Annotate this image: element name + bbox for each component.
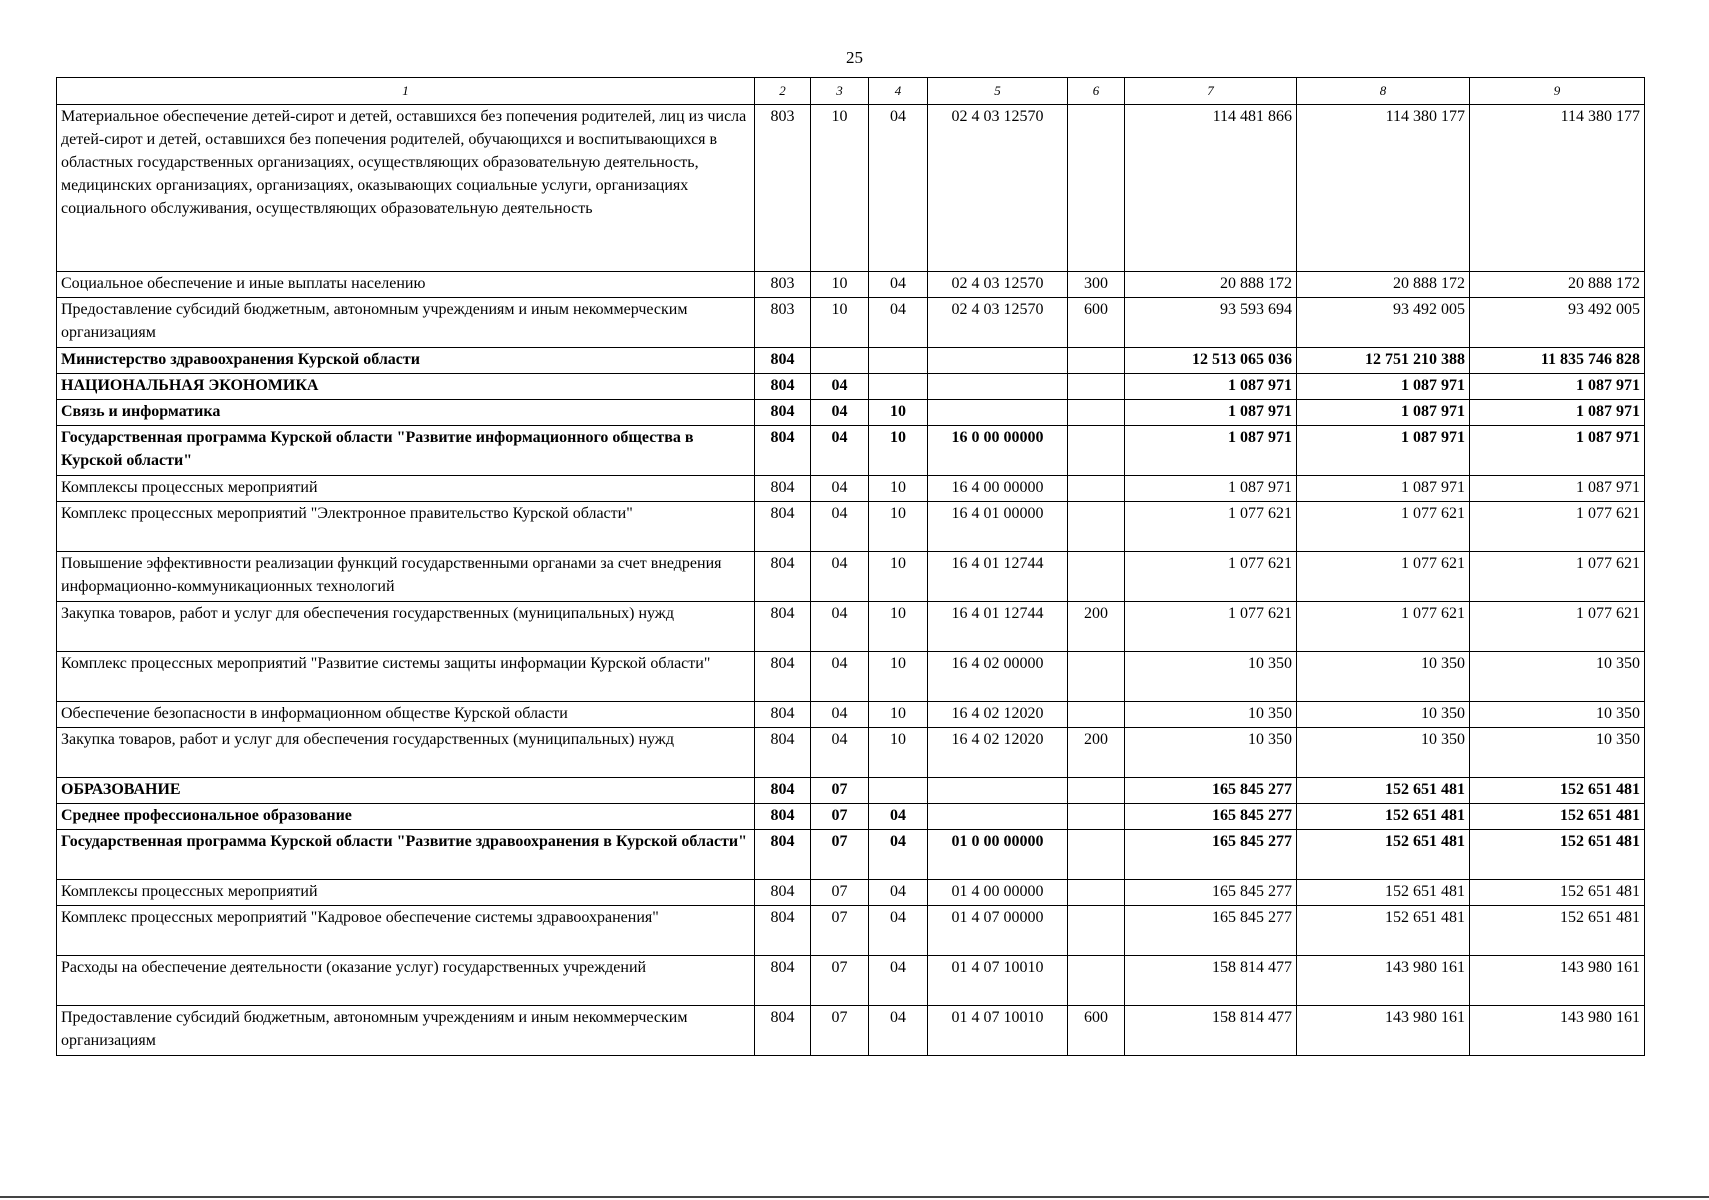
table-row [57, 778, 1645, 804]
row-name: Комплекс процессных мероприятий "Развитие системы защиты информации Курской области" [57, 652, 755, 702]
amount-col-7: 158 814 477 [1125, 1006, 1297, 1056]
section-code: 04 [811, 400, 869, 426]
table-row [57, 956, 1645, 1006]
section-code: 07 [811, 1006, 869, 1056]
expense-type-code: 200 [1068, 602, 1125, 652]
subsection-code: 10 [869, 426, 928, 476]
amount-col-9: 152 651 481 [1470, 804, 1645, 830]
budget-table [56, 77, 1645, 1056]
page-number: 25 [846, 48, 863, 67]
amount-col-7: 10 350 [1125, 652, 1297, 702]
expense-type-code [1068, 502, 1125, 552]
table-row [57, 426, 1645, 476]
expense-type-code [1068, 906, 1125, 956]
row-name: Министерство здравоохранения Курской области [57, 348, 755, 374]
section-code: 04 [811, 728, 869, 778]
section-code: 04 [811, 702, 869, 728]
subsection-code: 10 [869, 476, 928, 502]
expense-type-code [1068, 880, 1125, 906]
target-article-code [928, 348, 1068, 374]
table-row [57, 652, 1645, 702]
admin-code: 804 [755, 1006, 811, 1056]
table-row [57, 476, 1645, 502]
amount-col-7: 1 077 621 [1125, 552, 1297, 602]
table-row [57, 830, 1645, 880]
row-name: Комплексы процессных мероприятий [57, 880, 755, 906]
admin-code: 804 [755, 956, 811, 1006]
admin-code: 804 [755, 602, 811, 652]
subsection-code: 10 [869, 502, 928, 552]
table-row [57, 348, 1645, 374]
row-name: Государственная программа Курской области "Развитие информационного общества в Курской области" [57, 426, 755, 476]
amount-col-8: 1 077 621 [1297, 602, 1470, 652]
expense-type-code [1068, 348, 1125, 374]
amount-col-8: 1 087 971 [1297, 400, 1470, 426]
amount-col-8: 1 087 971 [1297, 426, 1470, 476]
amount-col-9: 20 888 172 [1470, 272, 1645, 298]
amount-col-9: 10 350 [1470, 702, 1645, 728]
amount-col-9: 1 087 971 [1470, 400, 1645, 426]
table-row [57, 105, 1645, 272]
subsection-code: 04 [869, 1006, 928, 1056]
amount-col-7: 1 087 971 [1125, 400, 1297, 426]
admin-code: 804 [755, 552, 811, 602]
admin-code: 804 [755, 778, 811, 804]
expense-type-code [1068, 476, 1125, 502]
section-code: 07 [811, 804, 869, 830]
amount-col-8: 152 651 481 [1297, 804, 1470, 830]
amount-col-7: 93 593 694 [1125, 298, 1297, 348]
row-name: Закупка товаров, работ и услуг для обеспечения государственных (муниципальных) нужд [57, 602, 755, 652]
amount-col-7: 10 350 [1125, 728, 1297, 778]
admin-code: 804 [755, 906, 811, 956]
subsection-code [869, 348, 928, 374]
amount-col-7: 1 087 971 [1125, 374, 1297, 400]
amount-col-9: 93 492 005 [1470, 298, 1645, 348]
column-header: 9 [1470, 78, 1645, 105]
target-article-code [928, 778, 1068, 804]
column-header: 8 [1297, 78, 1470, 105]
amount-col-7: 12 513 065 036 [1125, 348, 1297, 374]
target-article-code: 16 4 01 12744 [928, 602, 1068, 652]
subsection-code: 04 [869, 272, 928, 298]
section-code: 04 [811, 502, 869, 552]
expense-type-code [1068, 374, 1125, 400]
admin-code: 803 [755, 272, 811, 298]
admin-code: 803 [755, 105, 811, 272]
row-name: НАЦИОНАЛЬНАЯ ЭКОНОМИКА [57, 374, 755, 400]
target-article-code: 02 4 03 12570 [928, 105, 1068, 272]
row-name: Повышение эффективности реализации функций государственными органами за счет внедрения информационно-коммуникационных технологий [57, 552, 755, 602]
amount-col-7: 165 845 277 [1125, 880, 1297, 906]
amount-col-7: 165 845 277 [1125, 830, 1297, 880]
expense-type-code: 600 [1068, 1006, 1125, 1056]
admin-code: 804 [755, 426, 811, 476]
column-header: 7 [1125, 78, 1297, 105]
amount-col-7: 10 350 [1125, 702, 1297, 728]
expense-type-code [1068, 830, 1125, 880]
amount-col-7: 1 087 971 [1125, 426, 1297, 476]
row-name: Материальное обеспечение детей-сирот и детей, оставшихся без попечения родителей, лиц из числа детей-сирот и детей, оставшихся без попечения родителей, обучающихся и воспитывающихся в областных государственных организациях, осуществляющих образовательную деятельность, медицинских организациях, организациях, оказывающих социальные услуги, организациях социального обслуживания, осуществляющих образовательную деятельность [57, 105, 755, 272]
target-article-code: 01 4 00 00000 [928, 880, 1068, 906]
subsection-code: 04 [869, 105, 928, 272]
row-name: Предоставление субсидий бюджетным, автономным учреждениям и иным некоммерческим организациям [57, 298, 755, 348]
amount-col-8: 10 350 [1297, 702, 1470, 728]
amount-col-9: 1 087 971 [1470, 374, 1645, 400]
section-code: 07 [811, 830, 869, 880]
subsection-code: 10 [869, 400, 928, 426]
table-row [57, 702, 1645, 728]
section-code: 07 [811, 880, 869, 906]
admin-code: 804 [755, 652, 811, 702]
table-row [57, 298, 1645, 348]
amount-col-8: 10 350 [1297, 652, 1470, 702]
amount-col-8: 114 380 177 [1297, 105, 1470, 272]
section-code: 04 [811, 476, 869, 502]
amount-col-9: 152 651 481 [1470, 778, 1645, 804]
amount-col-7: 165 845 277 [1125, 804, 1297, 830]
subsection-code: 10 [869, 552, 928, 602]
subsection-code: 04 [869, 906, 928, 956]
admin-code: 804 [755, 830, 811, 880]
table-row [57, 804, 1645, 830]
expense-type-code [1068, 652, 1125, 702]
target-article-code: 16 4 01 00000 [928, 502, 1068, 552]
target-article-code: 16 4 02 12020 [928, 702, 1068, 728]
amount-col-9: 1 077 621 [1470, 602, 1645, 652]
target-article-code: 16 4 00 00000 [928, 476, 1068, 502]
admin-code: 804 [755, 348, 811, 374]
subsection-code: 04 [869, 804, 928, 830]
expense-type-code [1068, 400, 1125, 426]
target-article-code: 01 4 07 10010 [928, 1006, 1068, 1056]
amount-col-9: 10 350 [1470, 652, 1645, 702]
amount-col-8: 1 087 971 [1297, 374, 1470, 400]
row-name: Обеспечение безопасности в информационном обществе Курской области [57, 702, 755, 728]
amount-col-7: 114 481 866 [1125, 105, 1297, 272]
amount-col-8: 1 087 971 [1297, 476, 1470, 502]
amount-col-8: 10 350 [1297, 728, 1470, 778]
amount-col-7: 1 077 621 [1125, 602, 1297, 652]
amount-col-8: 93 492 005 [1297, 298, 1470, 348]
admin-code: 804 [755, 804, 811, 830]
amount-col-9: 114 380 177 [1470, 105, 1645, 272]
expense-type-code [1068, 552, 1125, 602]
section-code: 04 [811, 426, 869, 476]
amount-col-9: 152 651 481 [1470, 880, 1645, 906]
target-article-code: 16 4 02 00000 [928, 652, 1068, 702]
section-code: 10 [811, 298, 869, 348]
table-row [57, 880, 1645, 906]
row-name: Закупка товаров, работ и услуг для обеспечения государственных (муниципальных) нужд [57, 728, 755, 778]
section-code: 04 [811, 602, 869, 652]
scan-edge [0, 1196, 1709, 1198]
amount-col-9: 143 980 161 [1470, 956, 1645, 1006]
expense-type-code [1068, 426, 1125, 476]
admin-code: 804 [755, 476, 811, 502]
expense-type-code [1068, 956, 1125, 1006]
expense-type-code: 200 [1068, 728, 1125, 778]
row-name: Расходы на обеспечение деятельности (оказание услуг) государственных учреждений [57, 956, 755, 1006]
expense-type-code [1068, 778, 1125, 804]
subsection-code: 10 [869, 652, 928, 702]
section-code: 04 [811, 374, 869, 400]
amount-col-8: 152 651 481 [1297, 906, 1470, 956]
expense-type-code: 300 [1068, 272, 1125, 298]
amount-col-9: 152 651 481 [1470, 906, 1645, 956]
section-code: 04 [811, 652, 869, 702]
amount-col-8: 1 077 621 [1297, 552, 1470, 602]
amount-col-8: 1 077 621 [1297, 502, 1470, 552]
table-row [57, 728, 1645, 778]
amount-col-8: 20 888 172 [1297, 272, 1470, 298]
amount-col-9: 1 077 621 [1470, 552, 1645, 602]
table-row [57, 552, 1645, 602]
table-row [57, 502, 1645, 552]
row-name: Связь и информатика [57, 400, 755, 426]
subsection-code: 10 [869, 728, 928, 778]
subsection-code [869, 778, 928, 804]
column-header: 3 [811, 78, 869, 105]
row-name: Комплекс процессных мероприятий "Кадровое обеспечение системы здравоохранения" [57, 906, 755, 956]
amount-col-7: 165 845 277 [1125, 778, 1297, 804]
row-name: Социальное обеспечение и иные выплаты населению [57, 272, 755, 298]
table-row [57, 272, 1645, 298]
column-header: 2 [755, 78, 811, 105]
admin-code: 803 [755, 298, 811, 348]
column-number-row [57, 78, 1645, 105]
target-article-code: 01 4 07 10010 [928, 956, 1068, 1006]
table-row [57, 1006, 1645, 1056]
column-header: 4 [869, 78, 928, 105]
admin-code: 804 [755, 374, 811, 400]
amount-col-7: 158 814 477 [1125, 956, 1297, 1006]
amount-col-9: 1 077 621 [1470, 502, 1645, 552]
section-code: 04 [811, 552, 869, 602]
amount-col-9: 1 087 971 [1470, 426, 1645, 476]
subsection-code: 10 [869, 702, 928, 728]
table-row [57, 400, 1645, 426]
amount-col-9: 11 835 746 828 [1470, 348, 1645, 374]
amount-col-9: 143 980 161 [1470, 1006, 1645, 1056]
amount-col-8: 143 980 161 [1297, 1006, 1470, 1056]
subsection-code: 04 [869, 880, 928, 906]
target-article-code: 16 4 01 12744 [928, 552, 1068, 602]
section-code: 07 [811, 906, 869, 956]
target-article-code: 16 4 02 12020 [928, 728, 1068, 778]
expense-type-code: 600 [1068, 298, 1125, 348]
amount-col-7: 20 888 172 [1125, 272, 1297, 298]
amount-col-8: 152 651 481 [1297, 880, 1470, 906]
row-name: Комплексы процессных мероприятий [57, 476, 755, 502]
column-header: 6 [1068, 78, 1125, 105]
amount-col-8: 143 980 161 [1297, 956, 1470, 1006]
section-code: 10 [811, 105, 869, 272]
table-body [57, 105, 1645, 1056]
table-row [57, 374, 1645, 400]
admin-code: 804 [755, 702, 811, 728]
expense-type-code [1068, 702, 1125, 728]
subsection-code: 04 [869, 830, 928, 880]
amount-col-8: 12 751 210 388 [1297, 348, 1470, 374]
target-article-code [928, 400, 1068, 426]
subsection-code: 04 [869, 956, 928, 1006]
amount-col-9: 152 651 481 [1470, 830, 1645, 880]
row-name: Среднее профессиональное образование [57, 804, 755, 830]
amount-col-9: 1 087 971 [1470, 476, 1645, 502]
admin-code: 804 [755, 728, 811, 778]
column-header: 1 [57, 78, 755, 105]
admin-code: 804 [755, 502, 811, 552]
amount-col-7: 1 077 621 [1125, 502, 1297, 552]
target-article-code: 16 0 00 00000 [928, 426, 1068, 476]
table-row [57, 602, 1645, 652]
section-code: 10 [811, 272, 869, 298]
admin-code: 804 [755, 400, 811, 426]
target-article-code: 01 0 00 00000 [928, 830, 1068, 880]
column-header: 5 [928, 78, 1068, 105]
target-article-code: 02 4 03 12570 [928, 272, 1068, 298]
amount-col-7: 165 845 277 [1125, 906, 1297, 956]
amount-col-7: 1 087 971 [1125, 476, 1297, 502]
amount-col-8: 152 651 481 [1297, 778, 1470, 804]
amount-col-9: 10 350 [1470, 728, 1645, 778]
target-article-code [928, 804, 1068, 830]
subsection-code: 04 [869, 298, 928, 348]
target-article-code: 01 4 07 00000 [928, 906, 1068, 956]
subsection-code [869, 374, 928, 400]
amount-col-8: 152 651 481 [1297, 830, 1470, 880]
admin-code: 804 [755, 880, 811, 906]
target-article-code: 02 4 03 12570 [928, 298, 1068, 348]
expense-type-code [1068, 105, 1125, 272]
section-code [811, 348, 869, 374]
row-name: ОБРАЗОВАНИЕ [57, 778, 755, 804]
row-name: Комплекс процессных мероприятий "Электронное правительство Курской области" [57, 502, 755, 552]
target-article-code [928, 374, 1068, 400]
row-name: Государственная программа Курской области "Развитие здравоохранения в Курской области" [57, 830, 755, 880]
expense-type-code [1068, 804, 1125, 830]
section-code: 07 [811, 956, 869, 1006]
row-name: Предоставление субсидий бюджетным, автономным учреждениям и иным некоммерческим организациям [57, 1006, 755, 1056]
subsection-code: 10 [869, 602, 928, 652]
section-code: 07 [811, 778, 869, 804]
table-row [57, 906, 1645, 956]
